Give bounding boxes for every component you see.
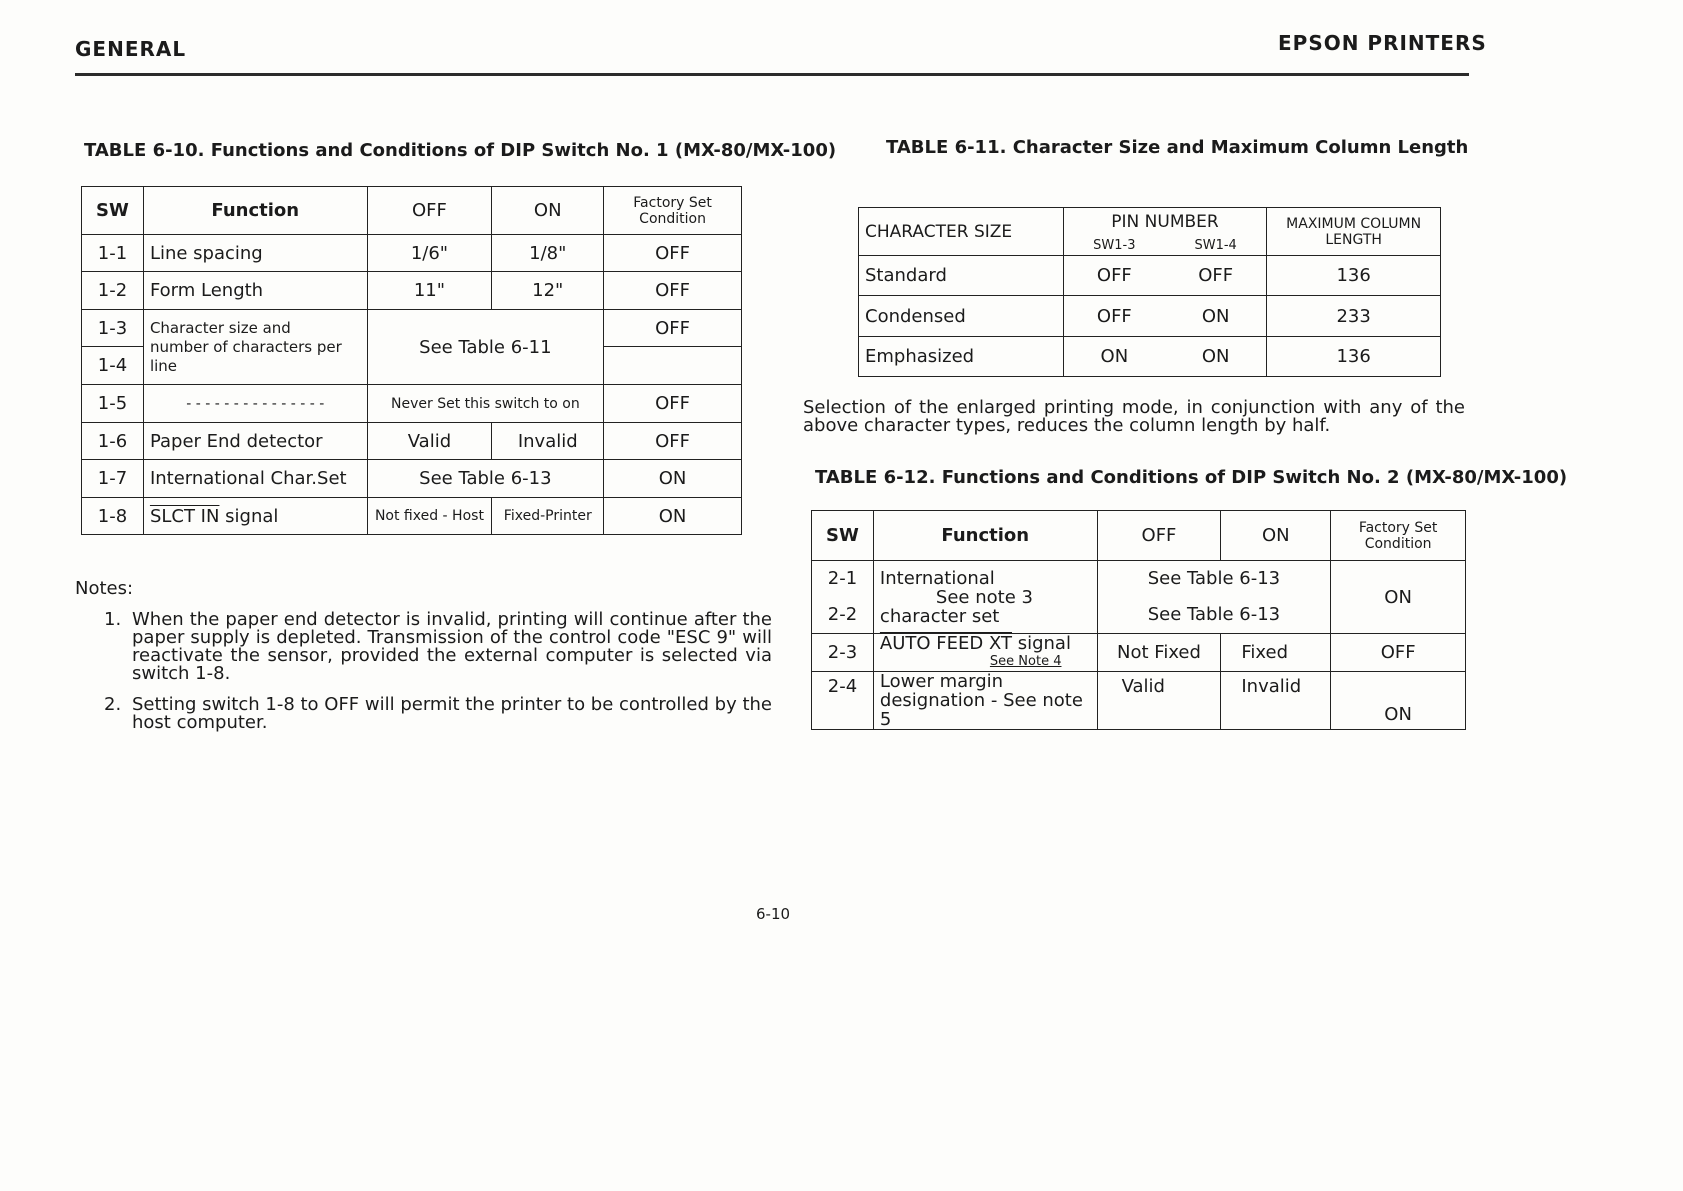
col-header-function: Function: [143, 187, 367, 235]
see-note-4: See Note 4: [989, 653, 1062, 669]
cell-function: - - - - - - - - - - - - - - -: [143, 385, 367, 423]
cell-factory: OFF: [604, 272, 742, 310]
factory-line-2: Condition: [1364, 535, 1432, 552]
cell-sw: 1-5: [82, 385, 144, 423]
header-right: EPSON PRINTERS: [1278, 31, 1487, 55]
cell-function: Paper End detector: [143, 423, 367, 460]
cell-sw: 1-4: [82, 347, 144, 385]
table-6-11-title: TABLE 6-11. Character Size and Maximum Column Length: [886, 137, 1469, 158]
table-row: [812, 511, 1466, 561]
col-header-max-column: [1267, 208, 1441, 256]
cell-factory: ON: [1331, 561, 1466, 634]
table-row: [82, 423, 742, 460]
col-header-sw1-3: SW1-3: [1063, 236, 1165, 256]
factory-line-2: Condition: [639, 210, 706, 227]
col-header-pin-number: PIN NUMBER: [1063, 208, 1267, 236]
cell-sw: 2-1: [812, 561, 874, 596]
note-1-number: 1.: [104, 609, 122, 630]
cell-sw: 2-4: [812, 672, 874, 730]
cell-sw: 1-6: [82, 423, 144, 460]
cell-function: [873, 561, 1097, 634]
cell-size: Condensed: [859, 296, 1064, 337]
header-rule: [75, 73, 1469, 76]
col-header-sw: SW: [82, 187, 144, 235]
selection-note: Selection of the enlarged printing mode, in conjunction with any of the above character types, reduces the column length by half.: [803, 397, 1465, 436]
cell-sw1-4: ON: [1165, 296, 1267, 337]
cell-function: Form Length: [143, 272, 367, 310]
table-6-11: [858, 207, 1441, 377]
note-2: [104, 694, 772, 733]
signal-suffix: signal: [1012, 632, 1071, 654]
notes-heading: Notes:: [75, 578, 134, 599]
cell-factory: OFF: [604, 235, 742, 272]
cell-span: See Table 6-11: [367, 310, 604, 385]
factory-line-1: Factory Set: [633, 194, 712, 211]
col-header-off: OFF: [367, 187, 492, 235]
cell-on: Fixed: [1221, 634, 1331, 672]
cell-factory: ON: [604, 498, 742, 535]
table-6-10: [81, 186, 742, 535]
cell-sw1-3: OFF: [1063, 296, 1165, 337]
signal-suffix: signal: [219, 505, 279, 527]
cell-function: [143, 498, 367, 535]
cell-off: Not fixed - Host: [367, 498, 492, 535]
header-left: GENERAL: [75, 37, 187, 61]
table-6-12: [811, 510, 1466, 730]
cell-function: [873, 672, 1097, 730]
cell-off: Valid: [1097, 672, 1221, 730]
max-column-line-2: LENGTH: [1325, 231, 1382, 248]
factory-line-1: Factory Set: [1358, 519, 1438, 536]
cell-factory: [604, 347, 742, 385]
function-line-2: designation - See note 5: [879, 690, 1083, 730]
function-line-1: [879, 632, 1091, 654]
cell-on: Fixed-Printer: [492, 498, 604, 535]
table-row: [82, 272, 742, 310]
function-line-3: line: [149, 356, 178, 375]
table-row: [82, 385, 742, 423]
cell-factory: OFF: [1331, 634, 1466, 672]
note-1: [104, 609, 772, 684]
table-6-10-title: TABLE 6-10. Functions and Conditions of DIP Switch No. 1 (MX-80/MX-100): [84, 140, 837, 161]
cell-span: Never Set this switch to on: [367, 385, 604, 423]
cell-function: [143, 310, 367, 385]
function-line-1: Lower margin: [879, 671, 1004, 692]
table-row: [812, 561, 1466, 596]
col-header-on: ON: [492, 187, 604, 235]
cell-sw: 1-3: [82, 310, 144, 347]
max-column-line-1: MAXIMUM COLUMN: [1286, 215, 1422, 232]
col-header-factory: [1331, 511, 1466, 561]
cell-size: Emphasized: [859, 337, 1064, 377]
cell-factory: OFF: [604, 310, 742, 347]
cell-function: Line spacing: [143, 235, 367, 272]
col-header-function: Function: [873, 511, 1097, 561]
note-1-text: When the paper end detector is invalid, printing will continue after the paper supply is depleted. Transmission of the control code "ESC 9" will reactivate the sensor, provided the external computer is selected via switch 1-8.: [132, 609, 772, 684]
cell-sw1-4: OFF: [1165, 256, 1267, 296]
table-row: [812, 634, 1466, 672]
col-header-character-size: CHARACTER SIZE: [859, 208, 1064, 256]
note-2-number: 2.: [104, 694, 122, 715]
overlined-signal: SLCT IN: [149, 505, 220, 527]
cell-on: Invalid: [1221, 672, 1331, 730]
function-line-1: Character size and: [149, 318, 291, 337]
table-row: [859, 256, 1441, 296]
cell-size: Standard: [859, 256, 1064, 296]
cell-sw: 2-2: [812, 596, 874, 634]
cell-function: International Char.Set: [143, 460, 367, 498]
cell-on: 1/8": [492, 235, 604, 272]
table-row: [859, 337, 1441, 377]
col-header-sw: SW: [812, 511, 874, 561]
col-header-off: OFF: [1097, 511, 1221, 561]
function-line-2: See note 3: [935, 586, 1033, 608]
cell-sw: 1-8: [82, 498, 144, 535]
table-row: [82, 187, 742, 235]
table-row: [82, 498, 742, 535]
col-header-on: ON: [1221, 511, 1331, 561]
page-number: 6-10: [756, 905, 791, 923]
cell-factory: OFF: [604, 423, 742, 460]
cell-factory: ON: [1331, 672, 1466, 730]
cell-sw: 1-2: [82, 272, 144, 310]
col-header-factory: [604, 187, 742, 235]
cell-factory: OFF: [604, 385, 742, 423]
table-6-12-title: TABLE 6-12. Functions and Conditions of DIP Switch No. 2 (MX-80/MX-100): [815, 467, 1568, 488]
cell-span: See Table 6-13: [367, 460, 604, 498]
cell-on: Invalid: [492, 423, 604, 460]
cell-max: 136: [1267, 256, 1441, 296]
cell-sw: 2-3: [812, 634, 874, 672]
table-row: [859, 296, 1441, 337]
cell-off: 1/6": [367, 235, 492, 272]
cell-factory: ON: [604, 460, 742, 498]
cell-off: Not Fixed: [1097, 634, 1221, 672]
cell-sw: 1-1: [82, 235, 144, 272]
function-line-2: number of characters per: [149, 337, 342, 356]
cell-on: 12": [492, 272, 604, 310]
cell-sw1-4: ON: [1165, 337, 1267, 377]
note-2-text: Setting switch 1-8 to OFF will permit the printer to be controlled by the host computer.: [132, 694, 772, 733]
function-line-3: character set: [879, 605, 1000, 627]
table-row: [812, 672, 1466, 730]
table-row: [859, 208, 1441, 236]
overlined-signal: AUTO FEED XT: [879, 632, 1012, 654]
function-line-1: International: [879, 567, 995, 589]
table-row: [82, 235, 742, 272]
cell-sw: 1-7: [82, 460, 144, 498]
cell-sw1-3: OFF: [1063, 256, 1165, 296]
col-header-sw1-4: SW1-4: [1165, 236, 1267, 256]
cell-off: 11": [367, 272, 492, 310]
table-row: [82, 310, 742, 347]
cell-max: 233: [1267, 296, 1441, 337]
table-row: [82, 460, 742, 498]
cell-off: Valid: [367, 423, 492, 460]
cell-span: See Table 6-13: [1097, 596, 1331, 634]
cell-function: [873, 634, 1097, 672]
cell-max: 136: [1267, 337, 1441, 377]
cell-sw1-3: ON: [1063, 337, 1165, 377]
cell-span: See Table 6-13: [1097, 561, 1331, 596]
